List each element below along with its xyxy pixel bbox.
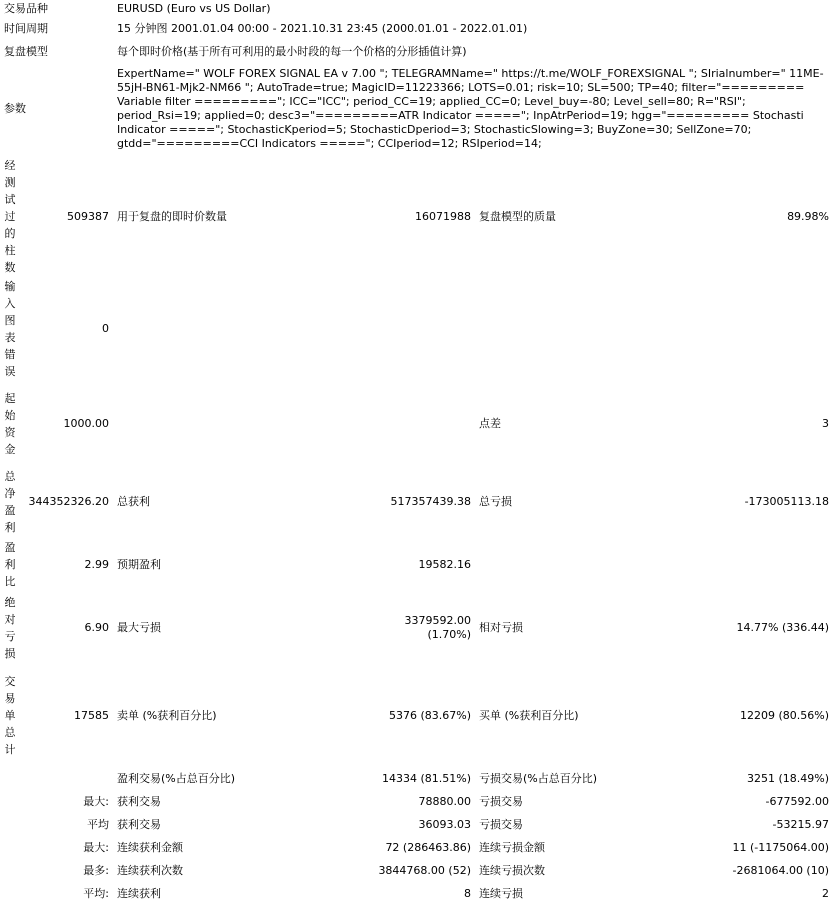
pf-label: 盈利比 [4,541,16,588]
max-consec-profit-label: 连续获利次数 [117,863,183,877]
largest-trade-row [0,790,833,813]
trades-row [0,664,833,767]
average-consecutive-row [0,882,833,905]
most-prefix: 最多: [83,863,109,877]
max-consecutive-row [0,836,833,859]
largest-profit-value: 78880.00 [418,794,471,808]
long-value: 12209 (80.56%) [740,708,830,722]
avg-consec-wins-value: 8 [464,886,471,900]
max-dd-label: 最大亏损 [117,621,161,634]
max-consec-wins-value: 72 (286463.86) [385,840,471,854]
quality-label: 复盘模型的质量 [479,209,556,223]
avg-consec-wins-label: 连续获利 [117,886,161,900]
spread-label: 点差 [479,416,501,430]
bars-value: 509387 [67,209,109,223]
avg-prefix: 平均 [87,817,109,831]
profit-factor-row [0,537,833,592]
net-value: 344352326.20 [28,495,109,508]
drawdown-row [0,592,833,664]
largest-loss-value: -677592.00 [765,794,830,808]
loss-trades-label: 亏损交易(%占总百分比) [479,771,598,785]
params-label: 参数 [4,102,26,115]
period-label: 时间周期 [4,21,48,35]
period-row [0,17,833,40]
payoff-label: 预期盈利 [117,557,161,571]
errors-label: 输入图表错误 [4,280,16,378]
short-value: 5376 (83.67%) [388,708,471,722]
gross-profit-label: 总获利 [117,495,150,508]
bars-label: 经测试过的柱数 [4,159,16,274]
payoff-value: 19582.16 [418,557,471,571]
symbol-label: 交易品种 [4,1,48,15]
gross-loss-label: 总亏损 [479,495,512,508]
avg2-prefix: 平均: [83,886,109,900]
gross-profit-value: 517357439.38 [390,495,471,508]
max-prefix: 最大: [83,794,109,808]
avg-consec-losses-value: 2 [822,886,830,900]
symbol-row [0,0,833,17]
max-consec-loss-value: -2681064.00 (10) [732,863,830,877]
pf-value: 2.99 [84,557,109,571]
abs-dd-label: 绝对亏损 [4,596,16,660]
model-row [0,40,833,63]
gross-loss-value: -173005113.18 [744,495,830,508]
symbol-value: EURUSD (Euro vs US Dollar) [117,1,271,15]
bars-row [0,155,833,278]
rel-dd-value: 14.77% (336.44) [736,621,830,634]
max-consec-losses-value: 11 (-1175064.00) [732,840,830,854]
deposit-label: 起始资金 [4,391,16,456]
spread-value: 3 [822,416,830,430]
deposit-value: 1000.00 [63,416,109,430]
max-consec-loss-label: 连续亏损次数 [479,863,545,877]
abs-dd-value: 6.90 [84,621,109,634]
profit-trades-label: 盈利交易(%占总百分比) [117,771,236,785]
ticks-value: 16071988 [415,209,471,223]
errors-row [0,278,833,380]
params-row [0,63,833,155]
trades-label: 交易单总计 [4,675,16,756]
net-profit-row [0,467,833,537]
trades-value: 17585 [74,708,109,722]
largest-loss-label: 亏损交易 [479,794,523,808]
profit-trades-row [0,767,833,790]
avg-loss-label: 亏损交易 [479,817,523,831]
deposit-row [0,380,833,467]
rel-dd-label: 相对亏损 [479,621,523,634]
most-consecutive-row [0,859,833,882]
max-consec-losses-label: 连续亏损金额 [479,840,545,854]
errors-value: 0 [102,322,109,335]
max-consec-profit-value: 3844768.00 (52) [378,863,471,877]
max-dd-value: 3379592.00 (1.70%) [404,614,471,641]
avg-loss-value: -53215.97 [772,817,830,831]
loss-trades-value: 3251 (18.49%) [746,771,830,785]
model-label: 复盘模型 [4,44,48,58]
net-label: 总净盈利 [4,470,16,534]
short-label: 卖单 (%获利百分比) [117,708,217,722]
max-consec-wins-label: 连续获利金额 [117,840,183,854]
profit-trades-value: 14334 (81.51%) [381,771,471,785]
avg-profit-label: 获利交易 [117,817,161,831]
params-value: ExpertName=" WOLF FOREX SIGNAL EA v 7.00 "; TELEGRAMName=" https://t.me/WOLF_FOREXSIGNAL "; SIrialnumber=" 11ME-55jH-BN61-Mjk2-NM66 "; AutoTrade=true; MagicID=11223366; LOTS=0.01; risk=10; SL=500; TP=40; filter="========= Variable filter ========="; ICC="ICC"; period_CC=19; applied_CC=0; Level_buy=-80; Level_sell=80; R="RSI"; period_Rsi=19; applied=0; desc3="=========ATR Indicator ====="; InpAtrPeriod=19; hgg="========= Stochasti Indicator ====="; StochasticKperiod=5; StochasticDperiod=3; StochasticSlowing=3; BuyZone=30; SellZone=70; gtdd="=========CCI Indicators ====="; CCIperiod=12; RSIperiod=14; [117,67,824,150]
quality-value: 89.98% [787,209,830,223]
average-trade-row [0,813,833,836]
ticks-label: 用于复盘的即时价数量 [117,209,227,223]
avg-profit-value: 36093.03 [418,817,471,831]
avg-consec-losses-label: 连续亏损 [479,886,523,900]
long-label: 买单 (%获利百分比) [479,708,579,722]
max2-prefix: 最大: [83,840,109,854]
largest-profit-label: 获利交易 [117,794,161,808]
period-value: 15 分钟图 2001.01.04 00:00 - 2021.10.31 23:45 (2000.01.01 - 2022.01.01) [117,21,528,35]
model-value: 每个即时价格(基于所有可利用的最小时段的每一个价格的分形插值计算) [117,44,467,58]
